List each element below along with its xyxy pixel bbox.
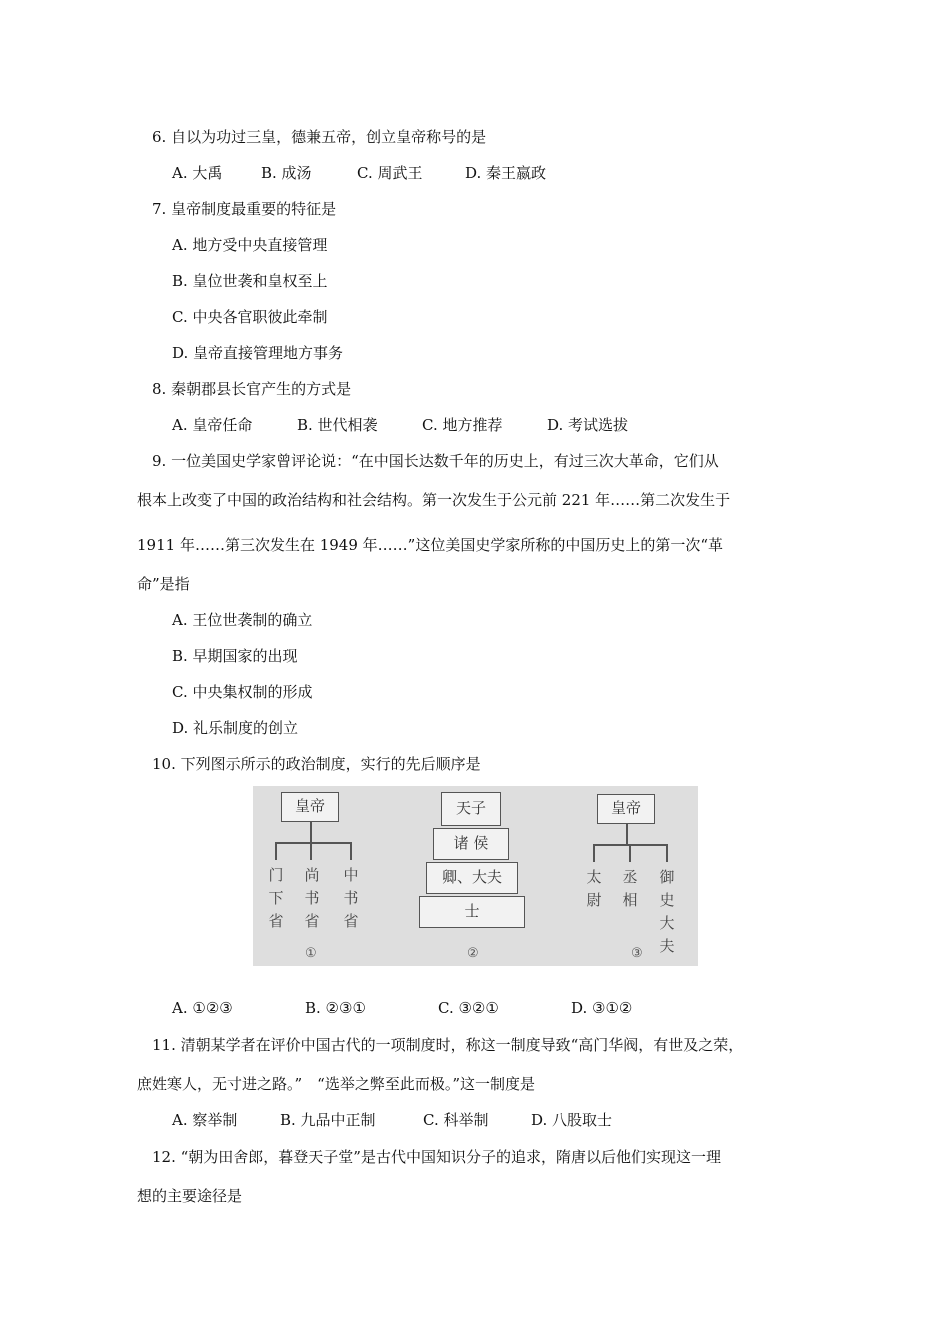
q9-option-b: B. 早期国家的出现 — [172, 647, 298, 665]
q10-option-c: C. ③②① — [438, 999, 499, 1017]
q10-option-d: D. ③①② — [571, 999, 633, 1017]
q6-options — [172, 163, 546, 183]
q8-option-d: D. 考试选拔 — [547, 416, 629, 434]
q12-stem-line-2: 想的主要途径是 — [137, 1187, 243, 1205]
q9-stem-line-1: 9. 一位美国史学家曾评论说：“在中国长达数千年的历史上，有过三次大革命，它们从 — [152, 452, 719, 470]
q6-stem: 6. 自以为功过三皇，德兼五帝，创立皇帝称号的是 — [152, 128, 487, 146]
d2-tianzi-box: 天子 — [441, 792, 501, 826]
q11-option-b: B. 九品中正制 — [280, 1111, 376, 1129]
d1-trunk-line — [310, 822, 312, 842]
q7-stem: 7. 皇帝制度最重要的特征是 — [152, 200, 337, 218]
q10-option-b: B. ②③① — [305, 999, 366, 1017]
q12-stem-line-1: 12. “朝为田舍郎，暮登天子堂”是古代中国知识分子的追求，隋唐以后他们实现这一理 — [152, 1148, 721, 1166]
q11-options — [172, 1110, 612, 1130]
d2-shi-box: 士 — [419, 896, 525, 928]
q9-stem-line-4: 命”是指 — [137, 575, 190, 593]
q7-option-c: C. 中央各官职彼此牵制 — [172, 308, 328, 326]
d3-trunk-line — [626, 824, 628, 844]
d1-zhongshu-sheng: 中 书 省 — [343, 866, 359, 930]
q7-option-d: D. 皇帝直接管理地方事务 — [172, 344, 344, 362]
political-system-diagram — [253, 786, 698, 966]
q9-option-a: A. 王位世袭制的确立 — [172, 611, 313, 629]
d1-emperor-box: 皇帝 — [281, 792, 339, 822]
d2-qing-dafu-box: 卿、大夫 — [426, 862, 518, 894]
d1-branch-line — [275, 842, 351, 844]
q11-stem-line-2: 庶姓寒人，无寸进之路。” “选举之弊至此而极。”这一制度是 — [137, 1075, 536, 1093]
q11-option-d: D. 八股取士 — [531, 1111, 613, 1129]
q6-option-c: C. 周武王 — [357, 164, 423, 182]
q8-option-a: A. 皇帝任命 — [172, 416, 253, 434]
d3-number: ③ — [631, 946, 643, 961]
q11-option-a: A. 察举制 — [172, 1111, 238, 1129]
q6-option-b: B. 成汤 — [261, 164, 312, 182]
q6-option-d: D. 秦王嬴政 — [465, 164, 547, 182]
d1-drop-line-1 — [275, 842, 277, 860]
d3-emperor-box: 皇帝 — [597, 794, 655, 824]
q7-option-a: A. 地方受中央直接管理 — [172, 236, 328, 254]
q8-stem: 8. 秦朝郡县长官产生的方式是 — [152, 380, 352, 398]
d3-yushi-dafu: 御 史 大 夫 — [659, 868, 675, 955]
q6-option-a: A. 大禹 — [172, 164, 223, 182]
q9-option-d: D. 礼乐制度的创立 — [172, 719, 299, 737]
q10-option-a: A. ①②③ — [172, 999, 233, 1017]
q9-stem-line-2: 根本上改变了中国的政治结构和社会结构。第一次发生于公元前 221 年……第二次发生于 — [137, 491, 731, 509]
q8-options — [172, 415, 628, 435]
d3-drop-line-3 — [666, 844, 668, 862]
d1-number: ① — [305, 946, 317, 961]
q11-stem-line-1: 11. 清朝某学者在评价中国古代的一项制度时，称这一制度导致“高门华阀，有世及之荣， — [152, 1036, 744, 1054]
q10-stem: 10. 下列图示所示的政治制度，实行的先后顺序是 — [152, 755, 481, 773]
d1-drop-line-3 — [350, 842, 352, 860]
q8-option-c: C. 地方推荐 — [422, 416, 503, 434]
q8-option-b: B. 世代相袭 — [297, 416, 378, 434]
d2-zhuhou-box: 诸 侯 — [433, 828, 509, 860]
d3-drop-line-1 — [593, 844, 595, 862]
q10-options — [172, 998, 632, 1018]
q9-stem-line-3: 1911 年……第三次发生在 1949 年……”这位美国史学家所称的中国历史上的第一次“革 — [137, 536, 723, 554]
d3-drop-line-2 — [629, 844, 631, 862]
d1-shangshu-sheng: 尚 书 省 — [304, 866, 320, 930]
q7-option-b: B. 皇位世袭和皇权至上 — [172, 272, 328, 290]
d1-menxia-sheng: 门 下 省 — [268, 866, 284, 930]
d3-chengxiang: 丞 相 — [622, 868, 638, 909]
d3-taiwei: 太 尉 — [586, 868, 602, 909]
q9-option-c: C. 中央集权制的形成 — [172, 683, 313, 701]
d2-number: ② — [467, 946, 479, 961]
q11-option-c: C. 科举制 — [423, 1111, 489, 1129]
d1-drop-line-2 — [310, 842, 312, 860]
